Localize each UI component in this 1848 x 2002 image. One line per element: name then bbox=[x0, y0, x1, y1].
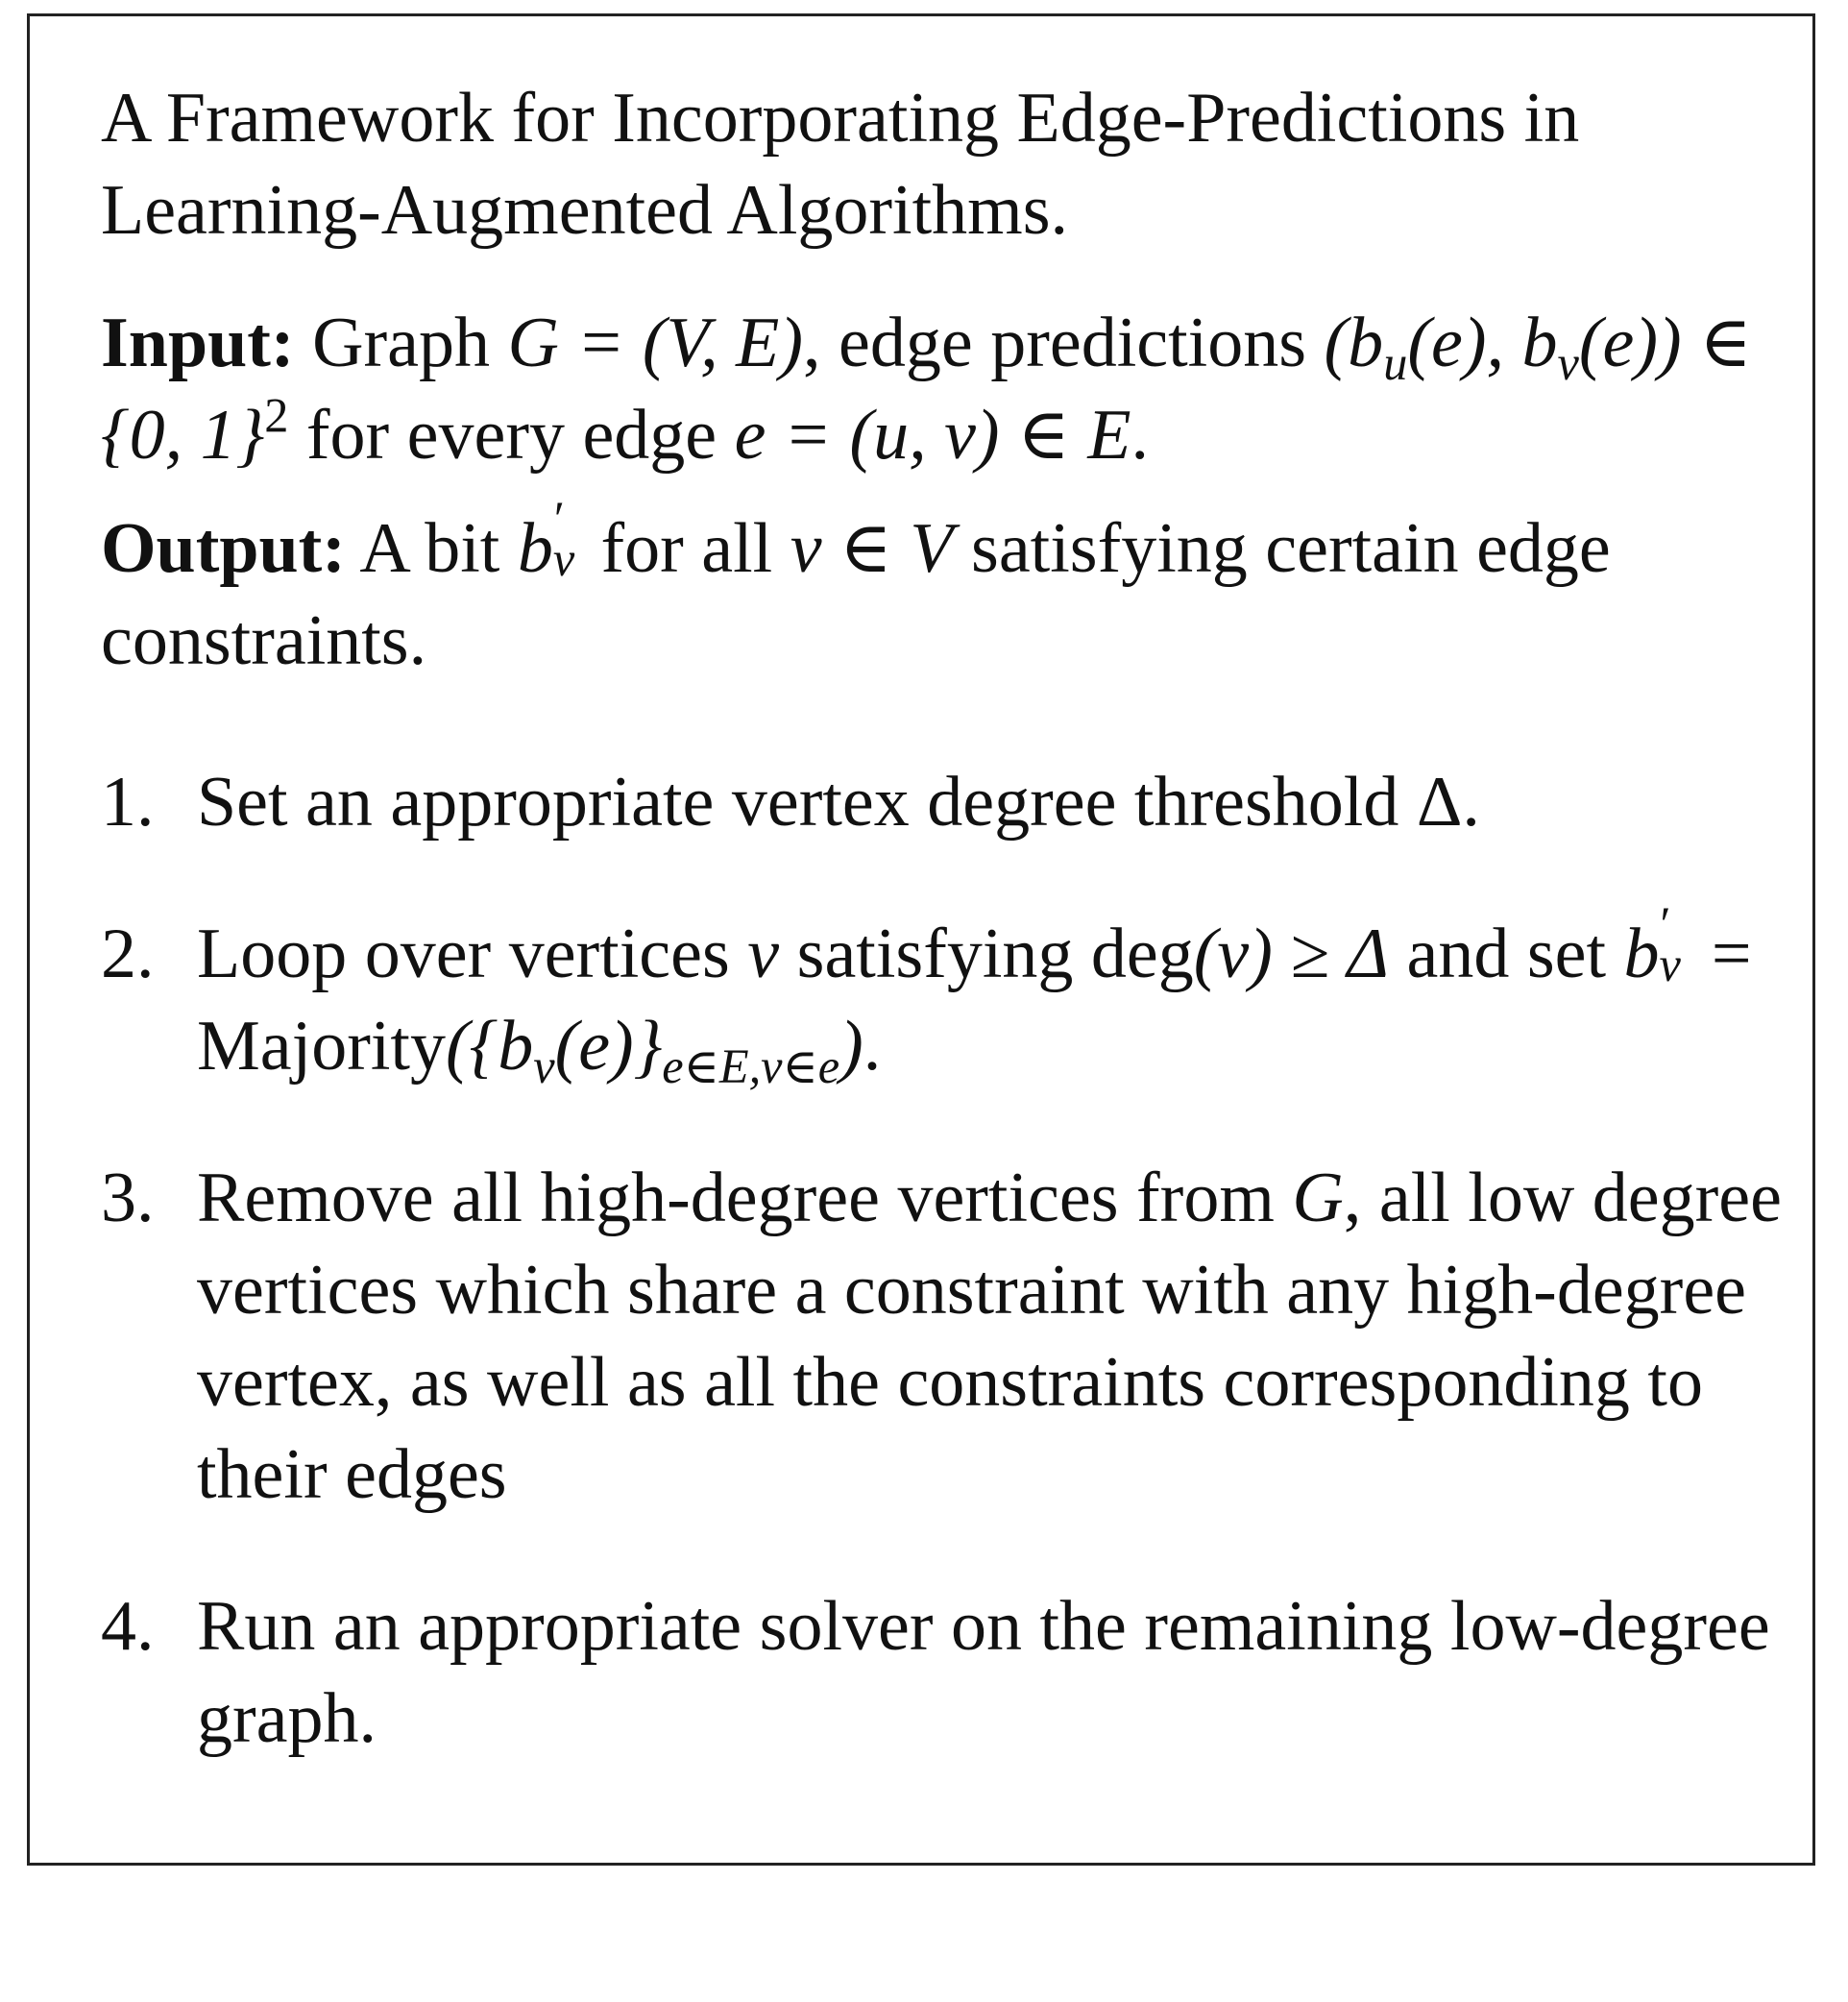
step-2-math-set-sub: v bbox=[533, 1039, 555, 1094]
step-2 bbox=[101, 896, 1791, 1094]
step-2-math-equals: = bbox=[1689, 915, 1756, 993]
step-number: 1. bbox=[101, 763, 155, 842]
output-text-1: A bit bbox=[345, 509, 518, 588]
step-text bbox=[197, 896, 1791, 1094]
step-2-math-v: v bbox=[747, 915, 780, 993]
step-2-text-2: satisfying bbox=[779, 915, 1091, 993]
step-1 bbox=[101, 756, 1791, 848]
step-number: 3. bbox=[101, 1159, 155, 1237]
output-math-bit: b bbox=[517, 509, 553, 588]
step-2-math-bit-prime: ′ bbox=[1660, 896, 1671, 951]
output-paragraph bbox=[101, 491, 1791, 687]
step-2-math-condition: (v) ≥ Δ bbox=[1193, 915, 1389, 993]
algorithm-content bbox=[101, 72, 1791, 1824]
input-math-graph: G = (V, E) bbox=[507, 304, 804, 382]
step-2-math-bit-sub: v bbox=[1659, 938, 1681, 992]
output-text-3: satisfying certain edge constraints. bbox=[101, 509, 1611, 680]
input-label: Input: bbox=[101, 304, 295, 382]
step-number: 2. bbox=[101, 915, 155, 993]
input-text-2: , edge predictions bbox=[803, 304, 1325, 382]
input-math-pred-c-sup: 2 bbox=[264, 388, 289, 443]
output-text-2: for all bbox=[582, 509, 790, 588]
step-2-math-majority: Majority bbox=[197, 1007, 446, 1086]
step-2-math-deg: deg bbox=[1090, 915, 1194, 993]
input-math-pred-c: (e)) ∈ {0, 1} bbox=[101, 304, 1752, 475]
step-3 bbox=[101, 1152, 1791, 1521]
input-math-pred-b-sub: v bbox=[1557, 336, 1579, 391]
step-2-math-set-close: (e)} bbox=[554, 1007, 663, 1086]
step-1-math-delta: Δ bbox=[1416, 763, 1463, 842]
step-text bbox=[197, 756, 1791, 848]
step-text bbox=[197, 1152, 1791, 1521]
step-2-text-3: and set bbox=[1388, 915, 1624, 993]
output-label: Output: bbox=[101, 509, 346, 588]
step-2-math-bit: b bbox=[1623, 915, 1660, 993]
input-text-4: . bbox=[1131, 396, 1150, 475]
output-math-vertex: v ∈ V bbox=[790, 509, 954, 588]
output-math-bit-sub: v bbox=[552, 532, 575, 587]
input-math-pred-b: (e), b bbox=[1407, 304, 1558, 382]
step-3-math-graph: G bbox=[1292, 1159, 1344, 1237]
output-math-bit-scripts bbox=[552, 491, 583, 595]
step-text bbox=[197, 1580, 1791, 1765]
step-2-math-bit-scripts bbox=[1659, 896, 1690, 1000]
step-3-text-1: Remove all high-degree vertices from bbox=[197, 1159, 1293, 1237]
step-4 bbox=[101, 1580, 1791, 1765]
step-1-text-2: . bbox=[1462, 763, 1480, 842]
input-text-3: for every edge bbox=[288, 396, 735, 475]
step-number: 4. bbox=[101, 1587, 155, 1666]
input-text-1: Graph bbox=[294, 304, 508, 382]
algorithm-box bbox=[27, 13, 1815, 1866]
step-2-math-set-open: ({b bbox=[445, 1007, 534, 1086]
input-math-pred-a-sub: u bbox=[1383, 336, 1408, 391]
step-3-text-2: , all low degree vertices which share a constraint with any high-degree vertex, as well as all the constraints corresponding to their edges bbox=[197, 1159, 1782, 1514]
step-4-text-1: Run an appropriate solver on the remaining low-degree graph. bbox=[197, 1587, 1770, 1758]
output-math-bit-prime: ′ bbox=[553, 491, 565, 546]
algorithm-title: A Framework for Incorporating Edge-Predictions in Learning-Augmented Algorithms. bbox=[101, 79, 1580, 250]
step-1-text-1: Set an appropriate vertex degree threshold bbox=[197, 763, 1417, 842]
input-math-edge: e = (u, v) ∈ E bbox=[734, 396, 1131, 475]
step-2-math-paren-close: ) bbox=[839, 1007, 863, 1086]
input-paragraph bbox=[101, 297, 1791, 481]
step-2-text-1: Loop over vertices bbox=[197, 915, 748, 993]
step-2-text-4: . bbox=[863, 1007, 882, 1086]
input-math-pred-a: (b bbox=[1324, 304, 1384, 382]
step-2-math-set-index: e∈E,v∈e bbox=[662, 1039, 840, 1094]
steps-list bbox=[101, 756, 1791, 1765]
